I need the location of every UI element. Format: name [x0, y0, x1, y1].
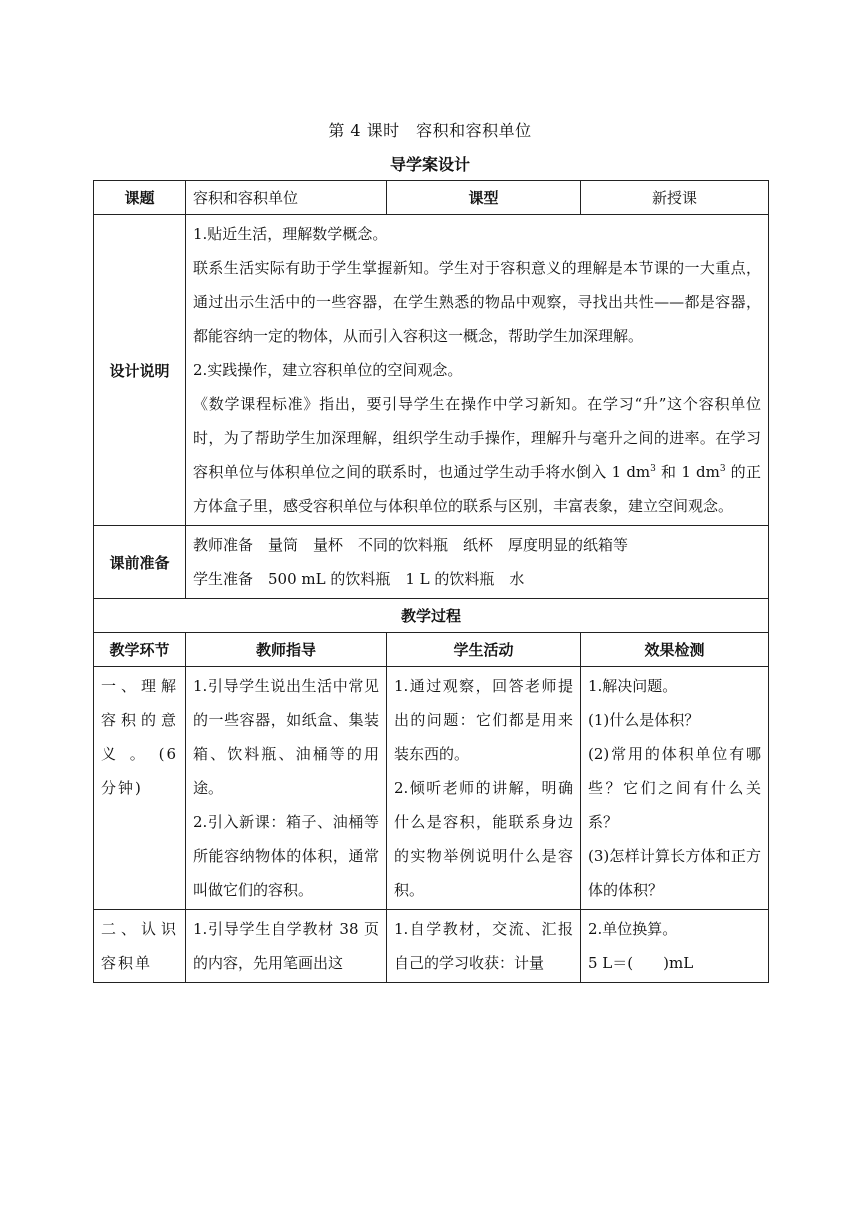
stage-text: 一、理解容积的意义。(6 分钟): [101, 677, 178, 797]
design-paragraph-1: 联系生活实际有助于学生掌握新知。学生对于容积意义的理解是本节课的一大重点，通过出示生活中的一些容器，在学生熟悉的物品中观察，寻找出共性——都是容器，都能容纳一定的物体，从而引入容积这一概念，帮助学生加深理解。: [193, 259, 761, 345]
design-paragraph-2-end: 的正方体盒子里，感受容积单位与体积单位的联系与区别，丰富表象，建立空间观念。: [193, 463, 761, 515]
student-step: 1.自学教材，交流、汇报自己的学习收获：计量: [394, 920, 573, 972]
check-item: (3)怎样计算长方体和正方体的体积？: [588, 847, 761, 899]
stage-cell: [94, 910, 186, 983]
teacher-prep: 教师准备 量筒 量杯 不同的饮料瓶 纸杯 厚度明显的纸箱等: [193, 536, 629, 554]
col-student: 学生活动: [387, 633, 581, 667]
prep-content: [186, 526, 769, 599]
info-row: [94, 181, 769, 215]
process-header: 教学过程: [94, 599, 769, 633]
table-row: [94, 910, 769, 983]
prep-label: 课前准备: [94, 526, 186, 599]
check-item: (1)什么是体积？: [588, 711, 700, 729]
teacher-step: 1.引导学生自学教材 38 页的内容，先用笔画出这: [193, 920, 379, 972]
student-prep: 学生准备 500 mL 的饮料瓶 1 L 的饮料瓶 水: [193, 570, 525, 588]
check-item: 2.单位换算。: [588, 920, 678, 938]
design-paragraph-2: [193, 387, 761, 523]
check-cell: [581, 667, 769, 910]
design-row: [94, 215, 769, 526]
student-cell: [387, 667, 581, 910]
table-row: [94, 667, 769, 910]
col-check: 效果检测: [581, 633, 769, 667]
student-cell: [387, 910, 581, 983]
design-paragraph-2-text: 《数学课程标准》指出，要引导学生在操作中学习新知。在学习“升”这个容积单位时，为了帮助学生加深理解，组织学生动手操作，理解升与毫升之间的进率。在学习容积单位与体积单位之间的联系时，也通过学生动手将水倒入 1 dm: [193, 395, 761, 481]
teacher-step: 2.引入新课：箱子、油桶等所能容纳物体的体积，通常叫做它们的容积。: [193, 813, 379, 899]
check-item: 5 L＝( )mL: [588, 954, 694, 972]
lesson-plan-table: [93, 180, 769, 983]
topic-label: 课题: [94, 181, 186, 215]
col-stage: 教学环节: [94, 633, 186, 667]
teacher-cell: [186, 667, 387, 910]
student-step: 1.通过观察，回答老师提出的问题：它们都是用来装东西的。: [394, 677, 573, 763]
col-teacher: 教师指导: [186, 633, 387, 667]
student-step: 2.倾听老师的讲解，明确什么是容积，能联系身边的实物举例说明什么是容积。: [394, 779, 573, 899]
teacher-cell: [186, 910, 387, 983]
check-item: (2)常用的体积单位有哪些？它们之间有什么关系？: [588, 745, 761, 831]
design-paragraph-2-mid: 和 1 dm: [655, 463, 720, 481]
column-header-row: [94, 633, 769, 667]
process-header-row: [94, 599, 769, 633]
check-cell: [581, 910, 769, 983]
type-label: 课型: [387, 181, 581, 215]
teacher-step: 1.引导学生说出生活中常见的一些容器，如纸盒、集装箱、饮料瓶、油桶等的用途。: [193, 677, 379, 797]
topic-value: 容积和容积单位: [186, 181, 387, 215]
design-content: [186, 215, 769, 526]
design-point-1: 1.贴近生活，理解数学概念。: [193, 225, 388, 243]
cube-superscript: 3: [719, 464, 726, 474]
prep-row: [94, 526, 769, 599]
lesson-title: 第 4 课时 容积和容积单位: [328, 121, 532, 140]
stage-text: 二、认识容积单: [101, 920, 178, 972]
type-value: 新授课: [581, 181, 769, 215]
design-label: 设计说明: [94, 215, 186, 526]
cube-superscript: 3: [650, 464, 656, 474]
stage-cell: [94, 667, 186, 910]
check-item: 1.解决问题。: [588, 677, 678, 695]
design-point-2: 2.实践操作，建立容积单位的空间观念。: [193, 361, 463, 379]
section-subtitle: 导学案设计: [389, 155, 470, 174]
